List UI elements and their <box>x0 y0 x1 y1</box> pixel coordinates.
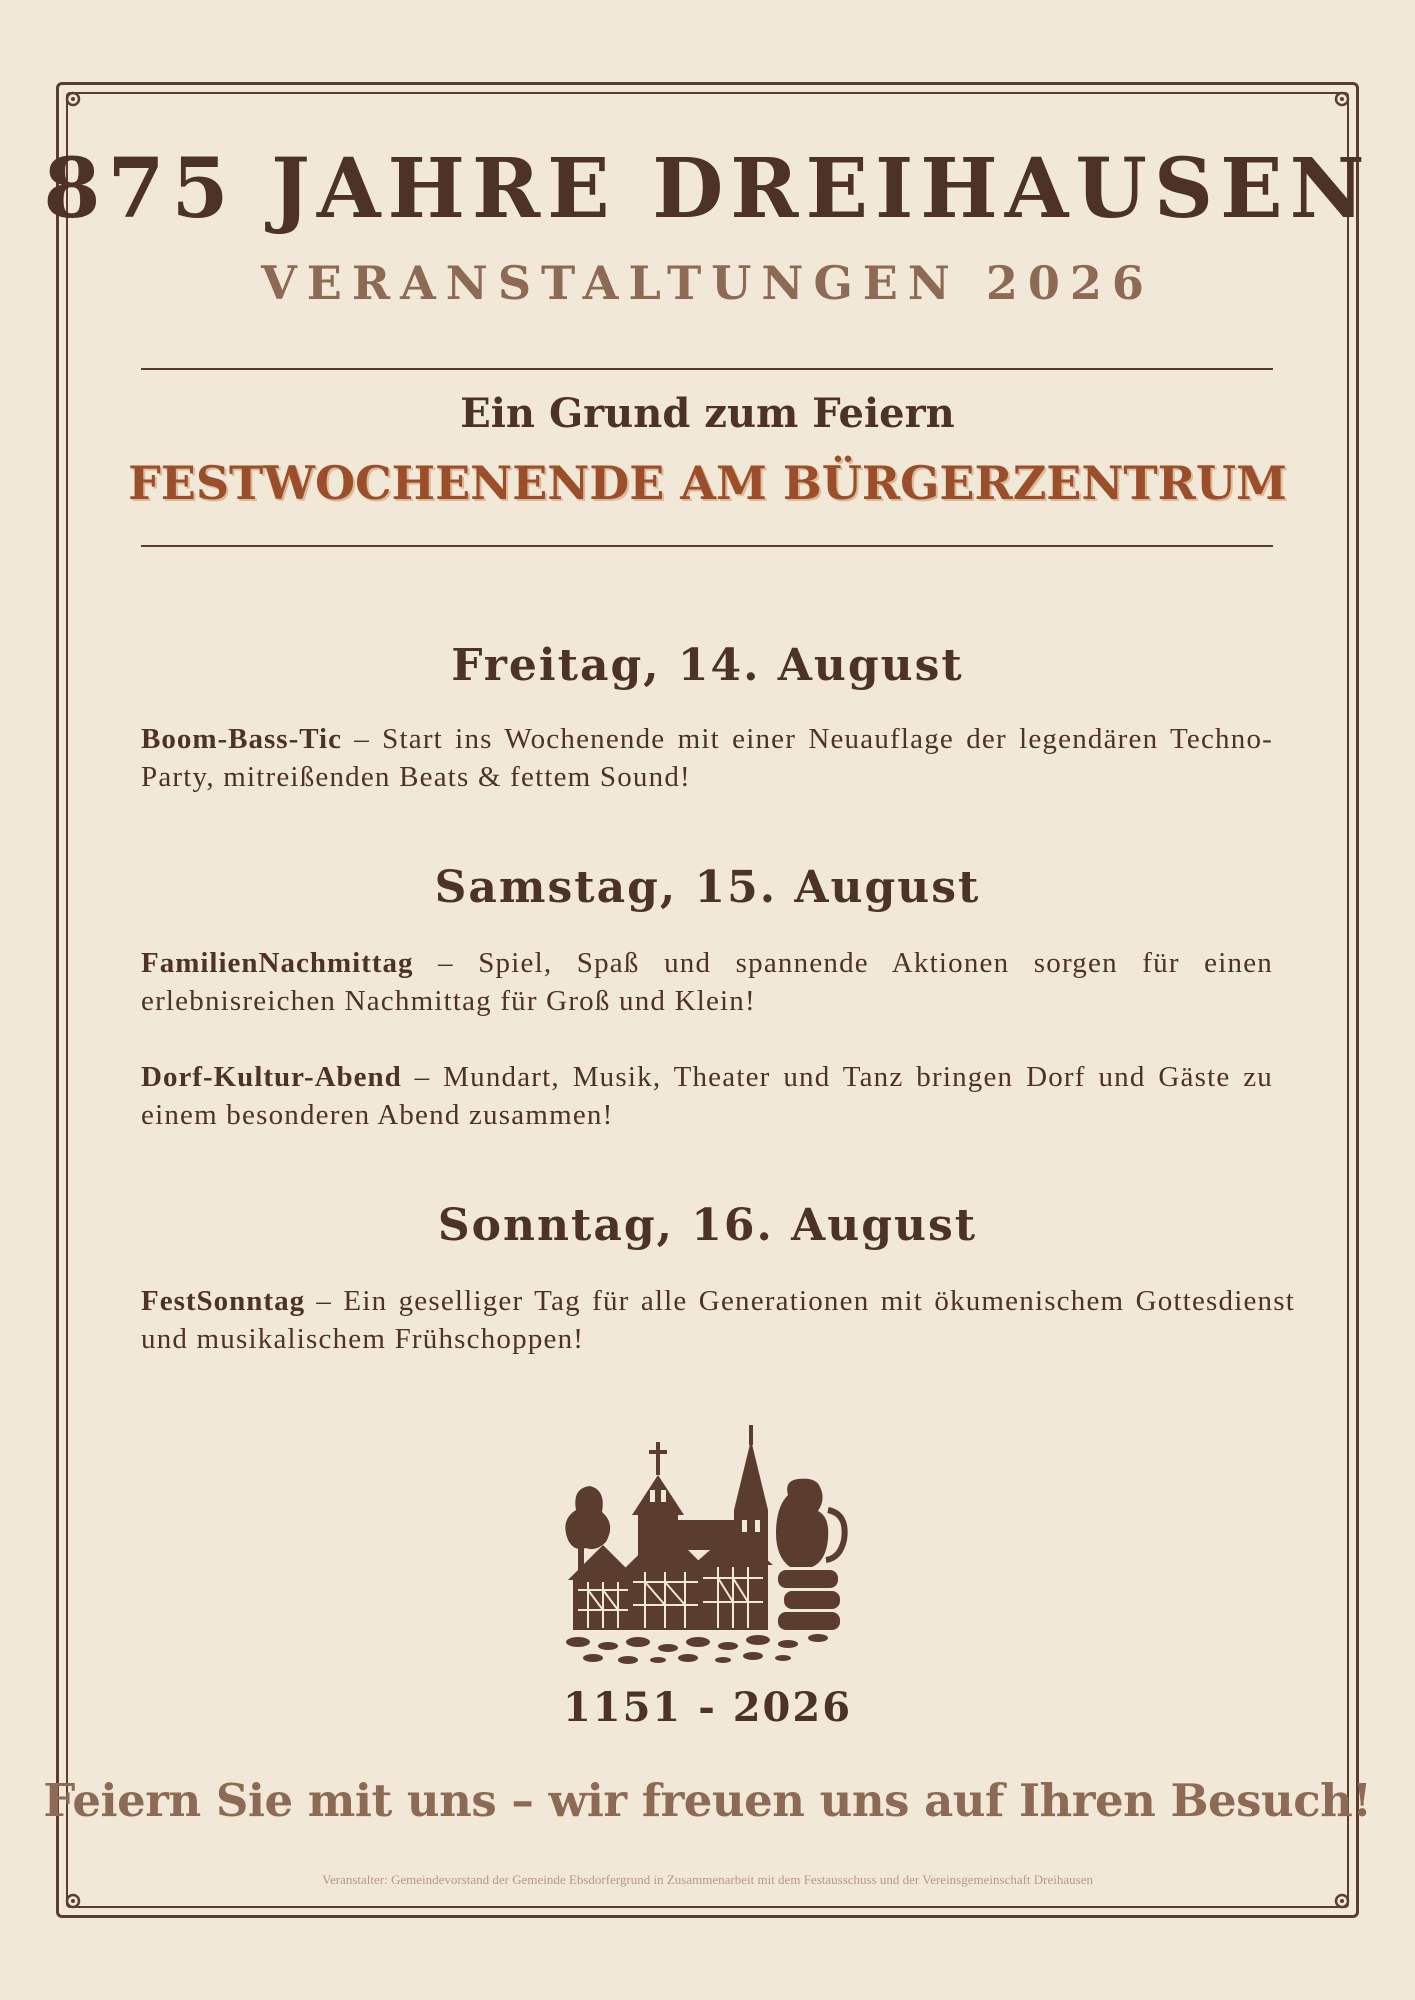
closing-line: Feiern Sie mit uns – wir freuen uns auf Ihren Besuch! <box>43 1774 1372 1827</box>
organizer-footer: Veranstalter: Gemeindevorstand der Gemeinde Ebsdorfergrund in Zusammenarbeit mit dem Festausschuss und der Vereinsgemeinschaft Dreihausen <box>322 1872 1093 1887</box>
event-name: FestSonntag <box>141 1285 306 1317</box>
event-familiennachmittag <box>141 944 1273 1020</box>
corner-ornament-icon <box>1325 1884 1351 1910</box>
corner-ornament-icon <box>64 90 90 116</box>
event-name: Dorf-Kultur-Abend <box>141 1061 402 1093</box>
day-heading-sunday: Sonntag, 16. August <box>437 1200 978 1251</box>
kicker: Ein Grund zum Feiern <box>460 390 955 437</box>
event-dorf-kultur-abend <box>141 1058 1273 1134</box>
day-heading-saturday: Samstag, 15. August <box>434 862 981 913</box>
event-boom-bass-tic <box>141 720 1273 796</box>
event-name: FamilienNachmittag <box>141 947 414 979</box>
divider <box>141 368 1273 370</box>
event-description: – Spiel, Spaß und spannende Aktionen sorgen für einen erlebnisreichen Nachmittag für Groß und Klein! <box>141 947 1273 1017</box>
village-church-jug-icon <box>548 1420 868 1670</box>
day-heading-friday: Freitag, 14. August <box>451 640 964 691</box>
event-festsonntag <box>141 1282 1295 1358</box>
years-label: 1151 - 2026 <box>562 1684 853 1731</box>
corner-ornament-icon <box>1325 90 1351 116</box>
page-title: 875 JAHRE DREIHAUSEN <box>43 141 1372 237</box>
divider <box>141 545 1273 547</box>
page-subtitle: VERANSTALTUNGEN 2026 <box>261 256 1154 310</box>
event-description: – Ein geselliger Tag für alle Generationen mit ökumenischem Gottesdienst und musikalischem Frühschoppen! <box>141 1285 1295 1355</box>
event-description: – Mundart, Musik, Theater und Tanz bringen Dorf und Gäste zu einem besonderen Abend zusammen! <box>141 1061 1273 1131</box>
event-name: Boom-Bass-Tic <box>141 723 342 755</box>
headline: FESTWOCHENENDE AM BÜRGERZENTRUM <box>128 456 1287 510</box>
corner-ornament-icon <box>64 1884 90 1910</box>
event-description: – Start ins Wochenende mit einer Neuauflage der legendären Techno-Party, mitreißenden Beats & fettem Sound! <box>141 723 1273 793</box>
